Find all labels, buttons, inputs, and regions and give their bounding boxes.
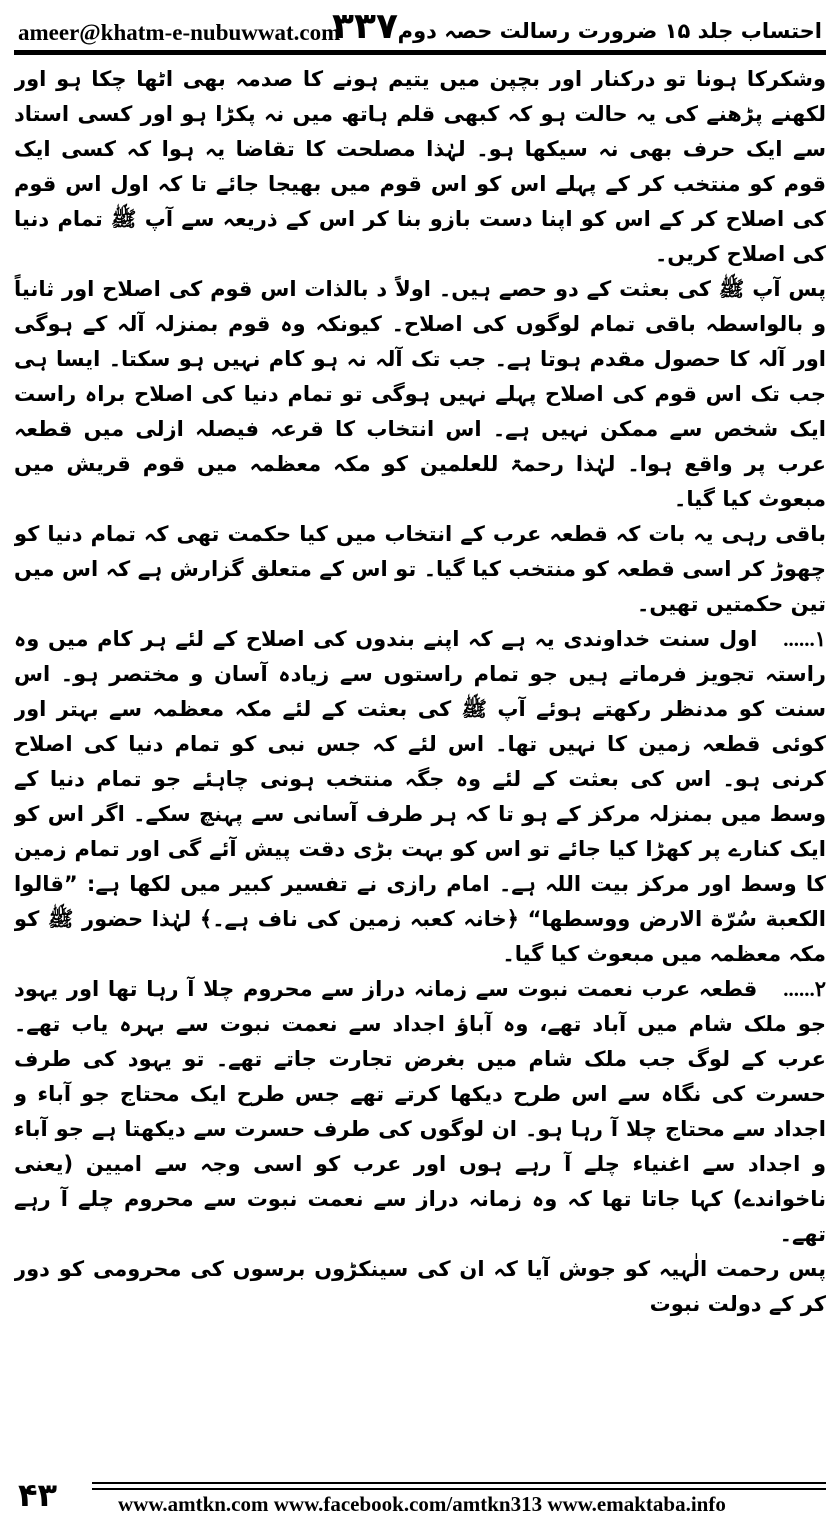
numbered-item-1 <box>14 622 826 972</box>
footer-page-number: ۴۳ <box>18 1476 58 1514</box>
header-page-number: ۳۳۷ <box>332 6 398 47</box>
page-body <box>14 62 826 1460</box>
page-footer <box>14 1476 826 1526</box>
header-email: ameer@khatm-e-nubuwwat.com <box>18 20 341 45</box>
footer-urls: www.amtkn.com www.facebook.com/amtkn313 www.emaktaba.info <box>118 1492 726 1516</box>
item-number: ۱...... <box>783 627 826 651</box>
page-header <box>14 6 826 50</box>
header-rule <box>14 50 826 55</box>
paragraph-2: پس آپ ﷺ کی بعثت کے دو حصے ہیں۔ اولاً د بالذات اس قوم کی اصلاح اور ثانیاً و بالواسطہ باقی تمام لوگوں کی اصلاح۔ کیونکہ وہ قوم بمنزلہ آلہ کے ہوگی اور آلہ کا حصول مقدم ہوتا ہے۔ جب تک آلہ نہ ہو کام نہیں ہو سکتا۔ ایسا ہی جب تک اس قوم کی اصلاح پہلے نہیں ہوگی تو تمام دنیا کی اصلاح براہ راست ایک شخص سے ممکن نہیں ہے۔ اس انتخاب کا قرعہ فیصلہ ازلی میں قطعہ عرب پر واقع ہوا۔ لہٰذا رحمۃ للعلمین کو مکہ معظمہ میں قوم قریش میں مبعوث کیا گیا۔ <box>14 277 826 511</box>
item-number: ۲...... <box>783 977 826 1001</box>
footer-rule <box>92 1482 826 1490</box>
numbered-item-2 <box>14 972 826 1252</box>
item-text: قطعہ عرب نعمت نبوت سے زمانہ دراز سے محروم چلا آ رہا تھا اور یہود جو ملک شام میں آباد تھے، وہ آباؤ اجداد سے نعمت نبوت سے بہرہ یاب تھے۔ عرب کے لوگ جب ملک شام میں بغرض تجارت جاتے تھے۔ تو یہود کی طرف حسرت کی نگاہ سے اس طرح دیکھا کرتے تھے جس طرح ایک محتاج جو آباء و اجداد سے محتاج چلا آ رہا ہو۔ ان لوگوں کی طرف حسرت سے دیکھتا ہے جو آباء و اجداد سے اغنیاء چلے آ رہے ہوں اور عرب کو اسی وجہ سے امیین (یعنی ناخواندے) کہا جاتا تھا کہ وہ زمانہ دراز سے نعمت نبوت سے محروم چلے آ رہے تھے۔ <box>14 977 826 1246</box>
paragraph-1: وشکرکا ہونا تو درکنار اور بچپن میں یتیم ہونے کا صدمہ بھی اٹھا چکا ہو اور لکھنے پڑھنے کی یہ حالت ہو کہ کبھی قلم ہاتھ میں نہ پکڑا ہو اور کسی استاد سے ایک حرف بھی نہ سیکھا ہو۔ لہٰذا مصلحت کا تقاضا یہ ہوا کہ کسی ایک قوم کو منتخب کر کے پہلے اس کو اس قوم میں بھیجا جائے تا کہ اول اس قوم کی اصلاح کر کے اس کو اپنا دست بازو بنا کر اس کے ذریعہ سے آپ ﷺ تمام دنیا کی اصلاح کریں۔ <box>14 67 826 266</box>
header-title: احتساب جلد ۱۵ ضرورت رسالت حصہ دوم <box>397 19 822 43</box>
paragraph-3: باقی رہی یہ بات کہ قطعہ عرب کے انتخاب میں کیا حکمت تھی کہ تمام دنیا کو چھوڑ کر اسی قطعہ کو منتخب کیا گیا۔ تو اس کے متعلق گزارش ہے کہ اس میں تین حکمتیں تھیں۔ <box>14 522 826 616</box>
closing-paragraph: پس رحمت الٰہیہ کو جوش آیا کہ ان کی سینکڑوں برسوں کی محرومی کو دور کر کے دولت نبوت <box>14 1257 826 1316</box>
item-text: اول سنت خداوندی یہ ہے کہ اپنے بندوں کی اصلاح کے لئے ہر کام میں وہ راستہ تجویز فرماتے ہیں جو تمام راستوں سے زیادہ آسان و مختصر ہو۔ اس سنت کو مدنظر رکھتے ہوئے آپ ﷺ کی بعثت کے لئے مکہ معظمہ سے بہتر اور کوئی قطعہ زمین کا نہیں تھا۔ اس لئے کہ جس نبی کو تمام دنیا کی اصلاح کرنی ہو۔ اس کی بعثت کے لئے وہ جگہ منتخب ہونی چاہئے جو تمام دنیا کے وسط میں بمنزلہ مرکز کے ہو تا کہ ہر طرف آسانی سے پہنچ سکے۔ اگر اس کو ایک کنارے پر کھڑا کیا جائے تو اس کو بہت بڑی دقت پیش آئے گی اور تمام زمین کا وسط اور مرکز بیت اللہ ہے۔ امام رازی نے تفسیر کبیر میں لکھا ہے: ”قالوا الکعبة سُرّة الارض ووسطها“ ﴿خانہ کعبہ زمین کی ناف ہے۔﴾ لہٰذا حضور ﷺ کو مکہ معظمہ میں مبعوث کیا گیا۔ <box>14 627 826 966</box>
